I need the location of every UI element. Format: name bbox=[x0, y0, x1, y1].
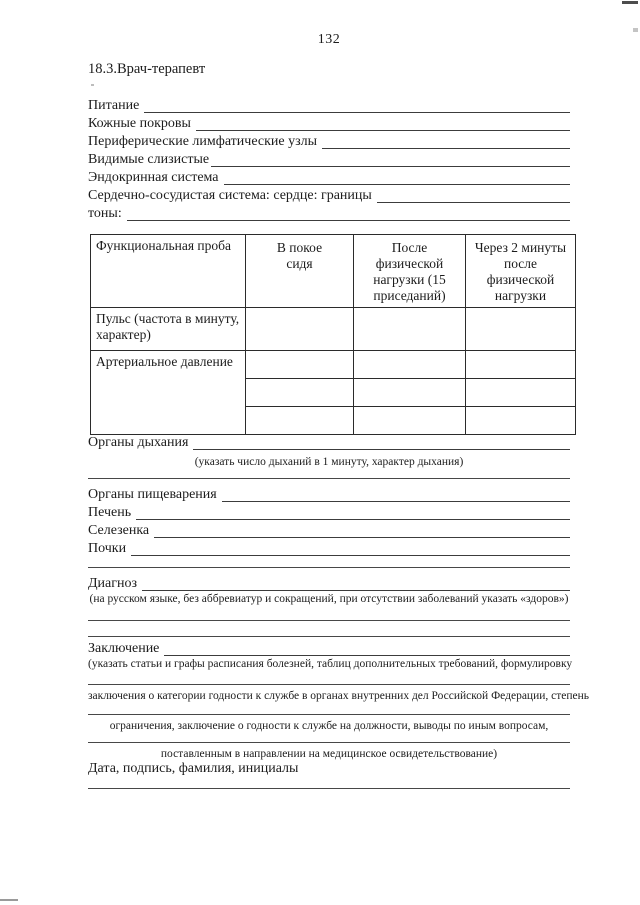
empty-cell bbox=[246, 351, 354, 379]
blank-line bbox=[88, 742, 570, 743]
blank-line bbox=[322, 134, 570, 149]
field-label-kidneys: Почки bbox=[88, 541, 127, 556]
blank-line bbox=[88, 684, 570, 685]
empty-cell bbox=[246, 379, 354, 407]
field-label-digestive: Органы пищеварения bbox=[88, 487, 217, 502]
conclusion-note-line: ограничения, заключение о годности к службе на должности, выводы по иным вопросам, bbox=[109, 720, 549, 732]
blank-line bbox=[211, 152, 570, 167]
scan-artifact bbox=[633, 28, 638, 32]
empty-cell bbox=[354, 379, 466, 407]
respiratory-note: (указать число дыханий в 1 минуту, характер дыхания) bbox=[194, 456, 464, 468]
conclusion-note-line: поставленным в направлении на медицинское освидетельствование) bbox=[160, 748, 498, 760]
empty-cell bbox=[466, 407, 576, 435]
scan-artifact bbox=[0, 899, 18, 901]
digestive-fields-block bbox=[88, 486, 570, 558]
blank-line bbox=[88, 714, 570, 715]
table-header-row bbox=[91, 235, 576, 308]
form-field-row bbox=[88, 97, 570, 115]
form-field-row bbox=[88, 540, 570, 558]
blank-line bbox=[224, 170, 570, 185]
empty-cell bbox=[466, 308, 576, 351]
conclusion-note-line: (указать статьи и графы расписания болезней, таблиц дополнительных требований, формулировку bbox=[88, 658, 573, 670]
blank-line bbox=[131, 541, 570, 556]
blank-line bbox=[144, 98, 570, 113]
form-field-row bbox=[88, 187, 570, 205]
blank-line bbox=[88, 620, 570, 621]
row-label-blood-pressure: Артериальное давление bbox=[91, 351, 246, 435]
signature-line-label: Дата, подпись, фамилия, инициалы bbox=[88, 761, 299, 776]
blank-line bbox=[222, 487, 570, 502]
form-field-row bbox=[88, 205, 570, 223]
functional-test-table bbox=[90, 234, 576, 435]
field-label-conclusion: Заключение bbox=[88, 641, 160, 656]
blank-line bbox=[142, 576, 570, 591]
field-label-diagnosis: Диагноз bbox=[88, 576, 138, 591]
field-label-nutrition: Питание bbox=[88, 98, 140, 113]
blank-line bbox=[127, 206, 570, 221]
section-heading: 18.3.Врач-терапевт bbox=[88, 61, 206, 77]
field-label-mucous: Видимые слизистые bbox=[88, 152, 210, 167]
blank-line bbox=[193, 435, 570, 450]
conclusion-field-row bbox=[88, 640, 570, 658]
form-field-row bbox=[88, 133, 570, 151]
empty-cell bbox=[246, 407, 354, 435]
field-label-skin: Кожные покровы bbox=[88, 116, 191, 131]
scan-artifact bbox=[91, 84, 94, 86]
table-header-cell: Функциональная проба bbox=[91, 235, 246, 308]
blank-line bbox=[88, 567, 570, 568]
blank-line bbox=[196, 116, 570, 131]
respiratory-field-row bbox=[88, 434, 570, 452]
blank-line bbox=[136, 505, 570, 520]
empty-cell bbox=[354, 407, 466, 435]
field-label-endocrine: Эндокринная система bbox=[88, 170, 219, 185]
blank-line bbox=[154, 523, 570, 538]
page-number: 132 bbox=[317, 32, 341, 47]
blank-line bbox=[88, 636, 570, 637]
empty-cell bbox=[246, 308, 354, 351]
table-header-cell: В покое сидя bbox=[246, 235, 354, 308]
row-label-pulse: Пульс (частота в минуту, характер) bbox=[91, 308, 246, 351]
table-row bbox=[91, 308, 576, 351]
field-label-respiratory: Органы дыхания bbox=[88, 435, 189, 450]
form-field-row bbox=[88, 151, 570, 169]
table-header-cell: Через 2 минуты после физической нагрузки bbox=[466, 235, 576, 308]
table-row bbox=[91, 351, 576, 379]
form-field-row bbox=[88, 504, 570, 522]
field-label-cardiovascular: Сердечно-сосудистая система: сердце: границы bbox=[88, 188, 372, 203]
form-field-row bbox=[88, 522, 570, 540]
field-label-lymph-nodes: Периферические лимфатические узлы bbox=[88, 134, 318, 149]
field-label-heart-tones: тоны: bbox=[88, 206, 122, 221]
exam-fields-block bbox=[88, 97, 570, 223]
empty-cell bbox=[354, 308, 466, 351]
empty-cell bbox=[466, 379, 576, 407]
diagnosis-note: (на русском языке, без аббревиатур и сокращений, при отсутствии заболеваний указать «здоров») bbox=[89, 593, 569, 605]
blank-line bbox=[88, 478, 570, 479]
form-field-row bbox=[88, 486, 570, 504]
blank-line bbox=[377, 188, 570, 203]
blank-line bbox=[88, 788, 570, 789]
blank-line bbox=[164, 641, 570, 656]
diagnosis-field-row bbox=[88, 575, 570, 593]
empty-cell bbox=[354, 351, 466, 379]
empty-cell bbox=[466, 351, 576, 379]
field-label-spleen: Селезенка bbox=[88, 523, 150, 538]
scan-artifact bbox=[622, 1, 638, 4]
form-field-row bbox=[88, 169, 570, 187]
conclusion-note-line: заключения о категории годности к службе в органах внутренних дел Российской Федерации, степень bbox=[88, 690, 590, 702]
form-field-row bbox=[88, 115, 570, 133]
field-label-liver: Печень bbox=[88, 505, 132, 520]
table-header-cell: После физической нагрузки (15 приседаний) bbox=[354, 235, 466, 308]
